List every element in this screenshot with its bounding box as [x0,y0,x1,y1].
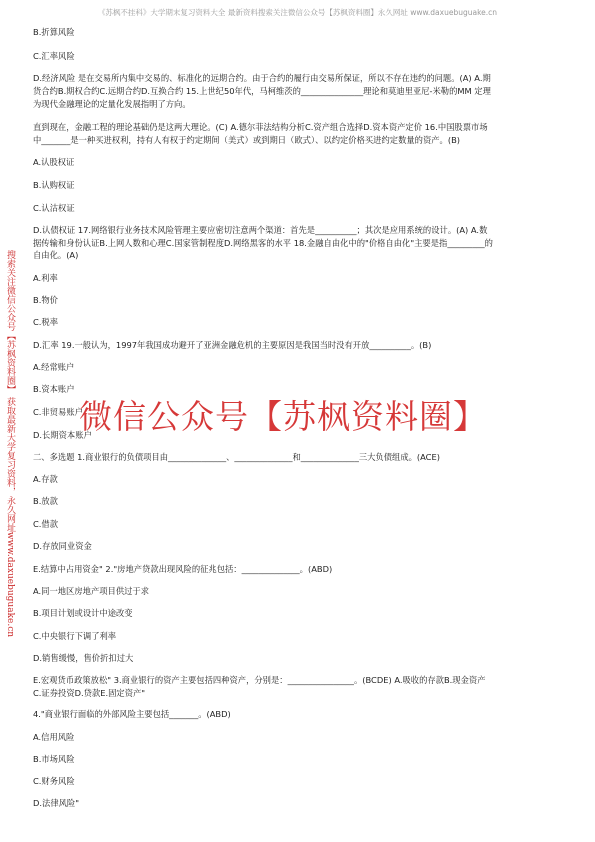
text-line: E.宏观货币政策放松" 3.商业银行的资产主要包括四种资产，分别是：________________。(BCDE) A.吸收的存款B.现金资产 [33,675,486,685]
text-line: A.经常账户 [33,362,75,372]
text-line: 直到现在，金融工程的理论基础仍是这两大理论。(C) A.德尔菲法结构分析C.资产组合选择D.资本资产定价 16.中国股票市场 [33,122,488,132]
text-line: A.认股权证 [33,157,75,167]
text-line: 二、多选题 1.商业银行的负债项目由______________、______________和______________三大负债组成。(ACE) [33,452,440,462]
text-line: B.认购权证 [33,180,75,190]
side-banner: 搜索关注微信公众号【苏枫资料圈】 获取最新大学复习资料，永久网址www.daxuebuguake.cn [5,250,15,638]
text-line: B.物价 [33,295,58,305]
text-line: A.存款 [33,474,58,484]
text-line: E.结算中占用资金" 2."房地产贷款出现风险的征兆包括：______________。(ABD) [33,564,333,574]
text-line: 货合约B.期权合约C.远期合约D.互换合约 15.上世纪50年代，马柯维茨的_______________理论和莫迪里亚尼-米勒的MM 定理 [33,86,491,96]
text-line: C.非贸易账户 [33,407,83,417]
text-line: 为现代金融理论的定量化发展指明了方向。 [33,99,191,109]
text-line: D.法律风险" [33,798,80,808]
text-line: D.认债权证 17.网络银行业务技术风险管理主要应密切注意两个渠道：首先是__________；其次是应用系统的设计。(A) A.数 [33,225,488,235]
text-line: B.折算风险 [33,27,75,37]
text-line: C.汇率风险 [33,51,75,61]
text-line: B.项目计划或设计中途改变 [33,608,133,618]
text-line: D.经济风险 是在交易所内集中交易的、标准化的远期合约。由于合约的履行由交易所保证，所以不存在违约的问题。(A) A.期 [33,73,491,83]
text-line: D.存放同业资金 [33,541,92,551]
text-line: C.财务风险 [33,776,75,786]
text-line: C.证券投资D.贷款E.固定资产" [33,688,146,698]
text-line: B.资本账户 [33,384,75,394]
text-line: 中_______是一种买进权利，持有人有权于约定期间（美式）或到期日（欧式）、以约定价格买进约定数量的资产。(B) [33,135,461,145]
watermark-overlay: 微信公众号【苏枫资料圈】 [79,397,487,436]
text-line: C.借款 [33,519,59,529]
text-line: D.长期资本账户 [33,430,92,440]
page-header: 《苏枫不挂科》大学期末复习资料大全 最新资料搜索关注微信公众号【苏枫资料圈】永久网址 www.daxuebuguake.cn [97,8,498,17]
text-line: 4."商业银行面临的外部风险主要包括_______。(ABD) [33,709,231,719]
text-line: B.市场风险 [33,754,75,764]
text-line: A.利率 [33,273,58,283]
text-line: C.认沽权证 [33,203,75,213]
text-line: A.信用风险 [33,732,75,742]
text-line: 据传输和身份认证B.上网人数和心理C.国家管制程度D.网络黑客的水平 18.金融自由化中的"价格自由化"主要是指_________的 [33,238,493,248]
text-line: D.汇率 19.一般认为，1997年我国成功避开了亚洲金融危机的主要原因是我国当时没有开放__________。(B) [33,340,432,350]
text-line: A.同一地区房地产项目供过于求 [33,586,150,596]
text-line: B.放款 [33,496,58,506]
text-line: 自由化。(A) [33,250,79,260]
text-line: C.税率 [33,317,59,327]
text-line: C.中央银行下调了利率 [33,631,117,641]
text-line: D.销售缓慢，售价折扣过大 [33,653,134,663]
